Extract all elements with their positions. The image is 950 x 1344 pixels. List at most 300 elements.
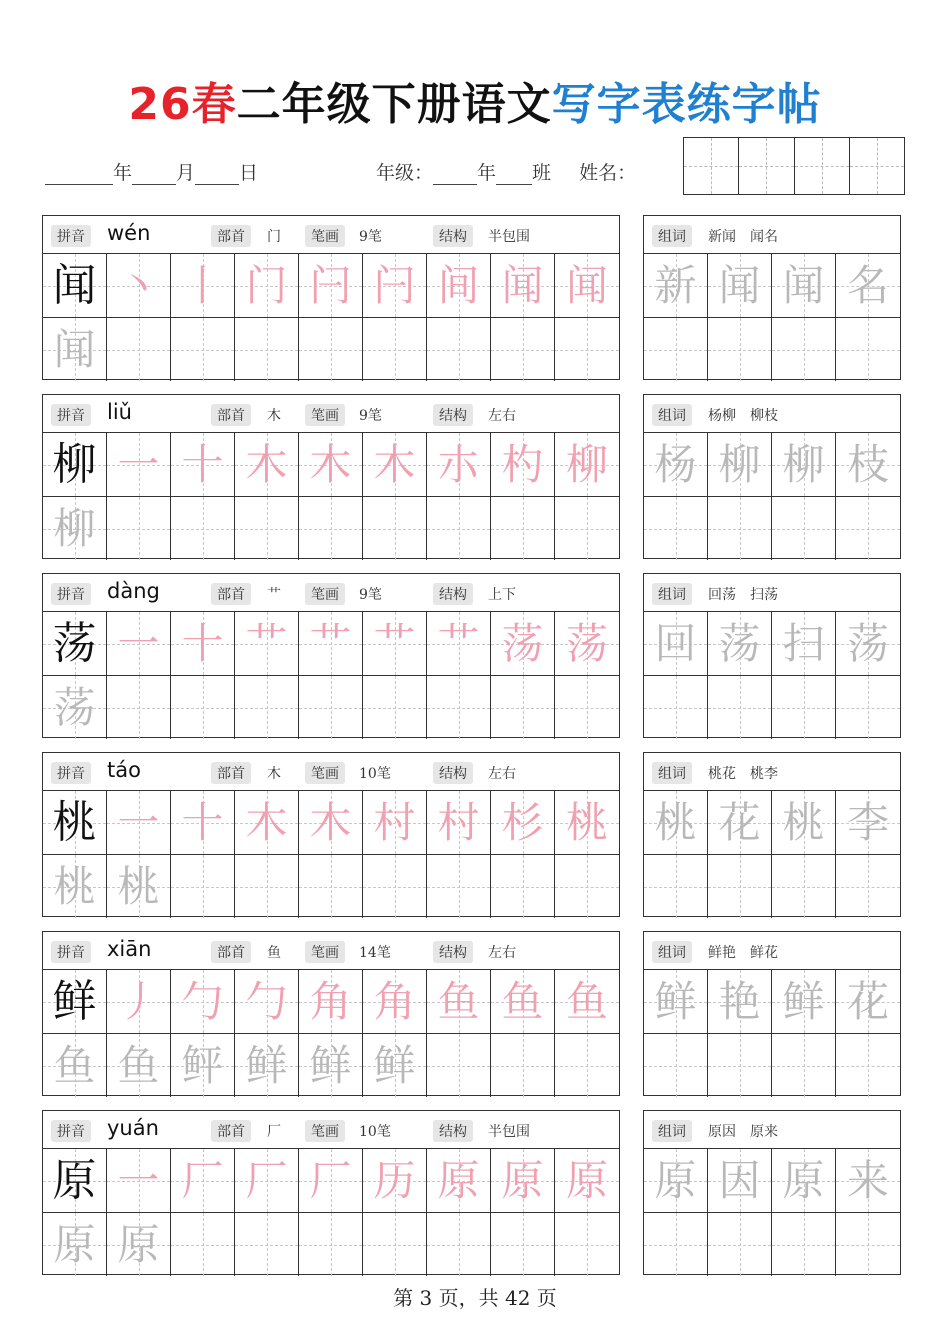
- empty-writing-cell[interactable]: [836, 1034, 900, 1097]
- radical-tag: 部首: [211, 225, 251, 247]
- stroke-step-cell[interactable]: [107, 433, 171, 496]
- stroke-step-cell[interactable]: [491, 1149, 555, 1212]
- stroke-step-cell[interactable]: [299, 1149, 363, 1212]
- stroke-step-cell[interactable]: [491, 254, 555, 317]
- grade-class-label: 班: [532, 162, 552, 184]
- empty-writing-cell[interactable]: [427, 676, 491, 739]
- empty-writing-cell[interactable]: [555, 1213, 619, 1276]
- structure-tag: 结构: [433, 1120, 473, 1142]
- stroke-step-cell[interactable]: [235, 1149, 299, 1212]
- word-trace-cell[interactable]: [644, 254, 708, 317]
- empty-writing-cell[interactable]: [644, 855, 708, 918]
- empty-writing-cell[interactable]: [235, 676, 299, 739]
- empty-writing-cell[interactable]: [299, 855, 363, 918]
- empty-writing-cell[interactable]: [171, 676, 235, 739]
- trace-cell[interactable]: [43, 1213, 107, 1276]
- stroke-step-cell[interactable]: [107, 254, 171, 317]
- word-trace-cell[interactable]: [772, 254, 836, 317]
- empty-writing-cell[interactable]: [427, 855, 491, 918]
- model-character-cell: [43, 970, 107, 1033]
- trace-cell[interactable]: [43, 855, 107, 918]
- writing-grid: [43, 433, 619, 560]
- stroke-step-cell[interactable]: [427, 433, 491, 496]
- grade-class-blank[interactable]: [496, 166, 532, 185]
- stroke-step-cell[interactable]: [555, 433, 619, 496]
- word-trace-cell[interactable]: [836, 433, 900, 496]
- tracing-row: [43, 317, 619, 381]
- stroke-step-glyph: 一: [117, 797, 160, 847]
- writing-grid: [43, 791, 619, 918]
- word-trace-row: [644, 791, 900, 854]
- radical-value: 木: [267, 408, 281, 424]
- stroke-step-cell[interactable]: [107, 970, 171, 1033]
- word-trace-cell[interactable]: [772, 1149, 836, 1212]
- empty-writing-cell[interactable]: [299, 497, 363, 560]
- empty-writing-cell[interactable]: [772, 1213, 836, 1276]
- name-cell[interactable]: [684, 138, 739, 194]
- writing-grid: [43, 254, 619, 381]
- stroke-step-cell[interactable]: [299, 612, 363, 675]
- name-cell[interactable]: [795, 138, 850, 194]
- stroke-step-glyph: 十: [181, 797, 224, 847]
- word-trace-cell[interactable]: [772, 433, 836, 496]
- word-practice-block: [643, 931, 901, 1096]
- stroke-step-cell[interactable]: [299, 791, 363, 854]
- stroke-step-cell[interactable]: [171, 433, 235, 496]
- empty-writing-cell[interactable]: [644, 1213, 708, 1276]
- trace-cell[interactable]: [107, 1213, 171, 1276]
- stroke-step-glyph: 杓: [501, 439, 544, 489]
- empty-writing-cell[interactable]: [107, 318, 171, 381]
- stroke-step-glyph: 木: [245, 439, 288, 489]
- empty-writing-cell[interactable]: [363, 676, 427, 739]
- stroke-step-glyph: 一: [117, 1155, 160, 1205]
- radical-value: 门: [267, 229, 281, 245]
- words-tag: 组词: [652, 941, 692, 963]
- word-trace-glyph: 杨: [654, 439, 697, 489]
- word-trace-cell[interactable]: [836, 970, 900, 1033]
- words-value: 鲜艳 鲜花: [708, 945, 778, 961]
- word-trace-cell[interactable]: [644, 612, 708, 675]
- stroke-step-glyph: 厂: [245, 1155, 288, 1205]
- stroke-step-glyph: 闻: [565, 260, 608, 310]
- trace-glyph: 桃: [117, 861, 160, 911]
- stroke-step-cell[interactable]: [363, 970, 427, 1033]
- trace-cell[interactable]: [43, 497, 107, 560]
- grade-year-blank[interactable]: [433, 166, 477, 185]
- stroke-step-cell[interactable]: [107, 1149, 171, 1212]
- word-empty-row: [644, 317, 900, 381]
- tracing-row: [43, 496, 619, 560]
- empty-writing-cell[interactable]: [235, 497, 299, 560]
- stroke-step-glyph: 艹: [373, 618, 416, 668]
- tracing-row: [43, 1212, 619, 1276]
- name-cell[interactable]: [739, 138, 794, 194]
- stroke-step-glyph: 间: [437, 260, 480, 310]
- tracing-row: [43, 675, 619, 739]
- trace-cell[interactable]: [299, 1034, 363, 1097]
- words-tag: 组词: [652, 762, 692, 784]
- character-info-header: [43, 932, 619, 970]
- stroke-step-glyph: 厂: [309, 1155, 352, 1205]
- word-trace-glyph: 枝: [846, 439, 889, 489]
- model-character: 荡: [52, 617, 97, 669]
- word-trace-cell[interactable]: [708, 612, 772, 675]
- empty-writing-cell[interactable]: [644, 497, 708, 560]
- character-practice-block: [42, 215, 620, 380]
- writing-grid: [43, 970, 619, 1097]
- stroke-step-cell[interactable]: [235, 612, 299, 675]
- word-trace-glyph: 扫: [782, 618, 825, 668]
- empty-writing-cell[interactable]: [171, 855, 235, 918]
- stroke-step-glyph: 十: [181, 439, 224, 489]
- stroke-step-glyph: 艹: [309, 618, 352, 668]
- empty-writing-cell[interactable]: [708, 1034, 772, 1097]
- empty-writing-cell[interactable]: [772, 676, 836, 739]
- stroke-step-cell[interactable]: [491, 612, 555, 675]
- writing-grid: [43, 1149, 619, 1276]
- empty-writing-cell[interactable]: [491, 497, 555, 560]
- stroke-step-cell[interactable]: [107, 791, 171, 854]
- stroke-step-glyph: 荡: [565, 618, 608, 668]
- trace-cell[interactable]: [107, 855, 171, 918]
- word-trace-cell[interactable]: [772, 970, 836, 1033]
- model-character: 原: [52, 1154, 97, 1206]
- stroke-step-glyph: 勹: [181, 976, 224, 1026]
- date-line: [45, 158, 258, 185]
- stroke-step-glyph: 鱼: [501, 976, 544, 1026]
- trace-glyph: 鲜: [245, 1040, 288, 1090]
- trace-cell[interactable]: [43, 676, 107, 739]
- year-blank[interactable]: [45, 166, 113, 185]
- word-trace-cell[interactable]: [708, 433, 772, 496]
- stroke-step-glyph: 闩: [373, 260, 416, 310]
- stroke-step-cell[interactable]: [363, 254, 427, 317]
- words-header: [644, 216, 900, 254]
- stroke-order-row: [43, 970, 619, 1033]
- stroke-step-cell[interactable]: [427, 254, 491, 317]
- word-trace-glyph: 鲜: [782, 976, 825, 1026]
- radical-tag: 部首: [211, 762, 251, 784]
- words-value: 桃花 桃李: [708, 766, 778, 782]
- word-writing-grid: [644, 1149, 900, 1276]
- structure-tag: 结构: [433, 941, 473, 963]
- empty-writing-cell[interactable]: [107, 497, 171, 560]
- word-trace-glyph: 李: [846, 797, 889, 847]
- stroke-order-row: [43, 1149, 619, 1212]
- stroke-step-cell[interactable]: [363, 612, 427, 675]
- empty-writing-cell[interactable]: [555, 318, 619, 381]
- stroke-step-cell[interactable]: [491, 970, 555, 1033]
- word-trace-cell[interactable]: [644, 433, 708, 496]
- radical-tag: 部首: [211, 404, 251, 426]
- radical-tag: 部首: [211, 941, 251, 963]
- model-character: 闻: [52, 259, 97, 311]
- word-trace-row: [644, 612, 900, 675]
- empty-writing-cell[interactable]: [107, 676, 171, 739]
- pinyin-value: táo: [107, 758, 141, 782]
- structure-value: 左右: [488, 766, 516, 782]
- structure-value: 左右: [488, 945, 516, 961]
- empty-writing-cell[interactable]: [363, 318, 427, 381]
- strokes-value: 9笔: [359, 587, 382, 603]
- word-writing-grid: [644, 433, 900, 560]
- character-practice-block: [42, 573, 620, 738]
- structure-tag: 结构: [433, 583, 473, 605]
- word-trace-glyph: 因: [718, 1155, 761, 1205]
- character-practice-block: [42, 931, 620, 1096]
- word-trace-glyph: 荡: [846, 618, 889, 668]
- empty-writing-cell[interactable]: [299, 676, 363, 739]
- stroke-step-cell[interactable]: [555, 791, 619, 854]
- word-trace-glyph: 花: [846, 976, 889, 1026]
- strokes-value: 10笔: [359, 766, 391, 782]
- stroke-step-cell[interactable]: [555, 970, 619, 1033]
- empty-writing-cell[interactable]: [171, 497, 235, 560]
- strokes-value: 9笔: [359, 229, 382, 245]
- word-trace-glyph: 花: [718, 797, 761, 847]
- word-trace-glyph: 新: [654, 260, 697, 310]
- word-trace-row: [644, 970, 900, 1033]
- stroke-step-cell[interactable]: [171, 612, 235, 675]
- pinyin-tag: 拼音: [51, 225, 91, 247]
- word-trace-cell[interactable]: [708, 1149, 772, 1212]
- stroke-step-cell[interactable]: [171, 970, 235, 1033]
- day-blank[interactable]: [195, 166, 239, 185]
- trace-glyph: 闻: [53, 324, 96, 374]
- trace-cell[interactable]: [235, 1034, 299, 1097]
- word-practice-block: [643, 573, 901, 738]
- word-empty-row: [644, 496, 900, 560]
- stroke-step-glyph: 木: [309, 439, 352, 489]
- empty-writing-cell[interactable]: [555, 676, 619, 739]
- empty-writing-cell[interactable]: [491, 1034, 555, 1097]
- empty-writing-cell[interactable]: [708, 497, 772, 560]
- empty-writing-cell[interactable]: [772, 855, 836, 918]
- word-trace-cell[interactable]: [708, 970, 772, 1033]
- stroke-step-glyph: 一: [117, 618, 160, 668]
- empty-writing-cell[interactable]: [235, 855, 299, 918]
- word-trace-glyph: 荡: [718, 618, 761, 668]
- empty-writing-cell[interactable]: [491, 318, 555, 381]
- empty-writing-cell[interactable]: [836, 318, 900, 381]
- strokes-value: 10笔: [359, 1124, 391, 1140]
- stroke-step-glyph: 角: [373, 976, 416, 1026]
- empty-writing-cell[interactable]: [708, 676, 772, 739]
- word-trace-cell[interactable]: [644, 970, 708, 1033]
- word-trace-glyph: 闻: [782, 260, 825, 310]
- empty-writing-cell[interactable]: [235, 1213, 299, 1276]
- grade-line: [376, 158, 636, 185]
- trace-glyph: 鲆: [181, 1040, 224, 1090]
- stroke-step-cell[interactable]: [427, 612, 491, 675]
- model-character-cell: [43, 1149, 107, 1212]
- stroke-step-cell[interactable]: [427, 791, 491, 854]
- trace-cell[interactable]: [363, 1034, 427, 1097]
- empty-writing-cell[interactable]: [772, 318, 836, 381]
- empty-writing-cell[interactable]: [427, 1213, 491, 1276]
- stroke-step-cell[interactable]: [555, 254, 619, 317]
- empty-writing-cell[interactable]: [555, 497, 619, 560]
- empty-writing-cell[interactable]: [299, 1213, 363, 1276]
- empty-writing-cell[interactable]: [491, 1213, 555, 1276]
- stroke-step-cell[interactable]: [299, 433, 363, 496]
- empty-writing-cell[interactable]: [708, 855, 772, 918]
- stroke-step-cell[interactable]: [171, 254, 235, 317]
- empty-writing-cell[interactable]: [427, 1034, 491, 1097]
- stroke-step-cell[interactable]: [171, 791, 235, 854]
- structure-tag: 结构: [433, 404, 473, 426]
- stroke-step-glyph: 原: [501, 1155, 544, 1205]
- stroke-order-row: [43, 254, 619, 317]
- stroke-step-cell[interactable]: [235, 970, 299, 1033]
- stroke-step-cell[interactable]: [427, 970, 491, 1033]
- structure-value: 半包围: [488, 229, 530, 245]
- stroke-step-cell[interactable]: [491, 433, 555, 496]
- empty-writing-cell[interactable]: [836, 1213, 900, 1276]
- empty-writing-cell[interactable]: [644, 318, 708, 381]
- year-label: 年: [113, 162, 133, 184]
- stroke-order-row: [43, 791, 619, 854]
- empty-writing-cell[interactable]: [171, 318, 235, 381]
- empty-writing-cell[interactable]: [363, 497, 427, 560]
- name-writing-grid[interactable]: [683, 137, 905, 195]
- page-title: [0, 68, 950, 132]
- stroke-step-cell[interactable]: [363, 791, 427, 854]
- structure-tag: 结构: [433, 225, 473, 247]
- stroke-step-cell[interactable]: [235, 254, 299, 317]
- stroke-step-glyph: 勹: [245, 976, 288, 1026]
- radical-value: 厂: [267, 1124, 281, 1140]
- stroke-step-cell[interactable]: [427, 1149, 491, 1212]
- word-trace-glyph: 桃: [782, 797, 825, 847]
- stroke-step-glyph: 鱼: [565, 976, 608, 1026]
- pinyin-tag: 拼音: [51, 404, 91, 426]
- words-tag: 组词: [652, 1120, 692, 1142]
- name-cell[interactable]: [850, 138, 904, 194]
- day-label: 日: [239, 162, 259, 184]
- stroke-step-glyph: 杉: [501, 797, 544, 847]
- word-trace-cell[interactable]: [836, 612, 900, 675]
- grade-year-label: 年: [477, 162, 497, 184]
- structure-value: 左右: [488, 408, 516, 424]
- month-blank[interactable]: [132, 166, 176, 185]
- stroke-step-cell[interactable]: [555, 612, 619, 675]
- empty-writing-cell[interactable]: [772, 497, 836, 560]
- month-label: 月: [176, 162, 196, 184]
- empty-writing-cell[interactable]: [491, 855, 555, 918]
- structure-value: 上下: [488, 587, 516, 603]
- word-trace-cell[interactable]: [644, 791, 708, 854]
- pinyin-tag: 拼音: [51, 941, 91, 963]
- empty-writing-cell[interactable]: [171, 1213, 235, 1276]
- words-value: 原因 原来: [708, 1124, 778, 1140]
- word-trace-glyph: 回: [654, 618, 697, 668]
- stroke-step-glyph: 原: [565, 1155, 608, 1205]
- stroke-step-cell[interactable]: [171, 1149, 235, 1212]
- stroke-step-cell[interactable]: [107, 612, 171, 675]
- model-character: 柳: [52, 438, 97, 490]
- stroke-step-cell[interactable]: [491, 791, 555, 854]
- word-trace-cell[interactable]: [644, 1149, 708, 1212]
- word-trace-glyph: 名: [846, 260, 889, 310]
- stroke-step-cell[interactable]: [363, 433, 427, 496]
- empty-writing-cell[interactable]: [708, 318, 772, 381]
- stroke-step-cell[interactable]: [235, 791, 299, 854]
- empty-writing-cell[interactable]: [363, 1213, 427, 1276]
- word-trace-cell[interactable]: [708, 254, 772, 317]
- stroke-step-cell[interactable]: [363, 1149, 427, 1212]
- trace-glyph: 鱼: [53, 1040, 96, 1090]
- empty-writing-cell[interactable]: [299, 318, 363, 381]
- words-value: 新闻 闻名: [708, 229, 778, 245]
- strokes-tag: 笔画: [305, 225, 345, 247]
- empty-writing-cell[interactable]: [772, 1034, 836, 1097]
- words-header: [644, 1111, 900, 1149]
- name-label: 姓名：: [579, 162, 637, 184]
- stroke-step-cell[interactable]: [299, 254, 363, 317]
- trace-cell[interactable]: [107, 1034, 171, 1097]
- word-writing-grid: [644, 791, 900, 918]
- stroke-step-glyph: 门: [245, 260, 288, 310]
- empty-writing-cell[interactable]: [427, 318, 491, 381]
- empty-writing-cell[interactable]: [555, 855, 619, 918]
- title-part-1: 26春: [128, 79, 237, 130]
- words-tag: 组词: [652, 225, 692, 247]
- empty-writing-cell[interactable]: [491, 676, 555, 739]
- empty-writing-cell[interactable]: [836, 855, 900, 918]
- empty-writing-cell[interactable]: [235, 318, 299, 381]
- word-trace-cell[interactable]: [836, 791, 900, 854]
- trace-cell[interactable]: [171, 1034, 235, 1097]
- empty-writing-cell[interactable]: [644, 676, 708, 739]
- word-trace-cell[interactable]: [836, 1149, 900, 1212]
- word-trace-glyph: 柳: [782, 439, 825, 489]
- word-trace-cell[interactable]: [708, 791, 772, 854]
- trace-cell[interactable]: [43, 318, 107, 381]
- empty-writing-cell[interactable]: [836, 497, 900, 560]
- stroke-step-glyph: 木: [309, 797, 352, 847]
- empty-writing-cell[interactable]: [644, 1034, 708, 1097]
- empty-writing-cell[interactable]: [363, 855, 427, 918]
- word-trace-cell[interactable]: [772, 612, 836, 675]
- empty-writing-cell[interactable]: [708, 1213, 772, 1276]
- stroke-step-cell[interactable]: [299, 970, 363, 1033]
- empty-writing-cell[interactable]: [427, 497, 491, 560]
- word-writing-grid: [644, 612, 900, 739]
- stroke-step-cell[interactable]: [555, 1149, 619, 1212]
- words-header: [644, 574, 900, 612]
- word-trace-glyph: 柳: [718, 439, 761, 489]
- words-value: 回荡 扫荡: [708, 587, 778, 603]
- empty-writing-cell[interactable]: [555, 1034, 619, 1097]
- trace-cell[interactable]: [43, 1034, 107, 1097]
- stroke-step-glyph: 角: [309, 976, 352, 1026]
- model-character: 鲜: [52, 975, 97, 1027]
- words-tag: 组词: [652, 583, 692, 605]
- model-character-cell: [43, 612, 107, 675]
- word-trace-cell[interactable]: [772, 791, 836, 854]
- stroke-step-glyph: 桃: [565, 797, 608, 847]
- trace-glyph: 鱼: [117, 1040, 160, 1090]
- stroke-step-cell[interactable]: [235, 433, 299, 496]
- trace-glyph: 鲜: [373, 1040, 416, 1090]
- stroke-step-glyph: 闻: [501, 260, 544, 310]
- empty-writing-cell[interactable]: [836, 676, 900, 739]
- word-trace-cell[interactable]: [836, 254, 900, 317]
- words-header: [644, 932, 900, 970]
- trace-glyph: 原: [53, 1219, 96, 1269]
